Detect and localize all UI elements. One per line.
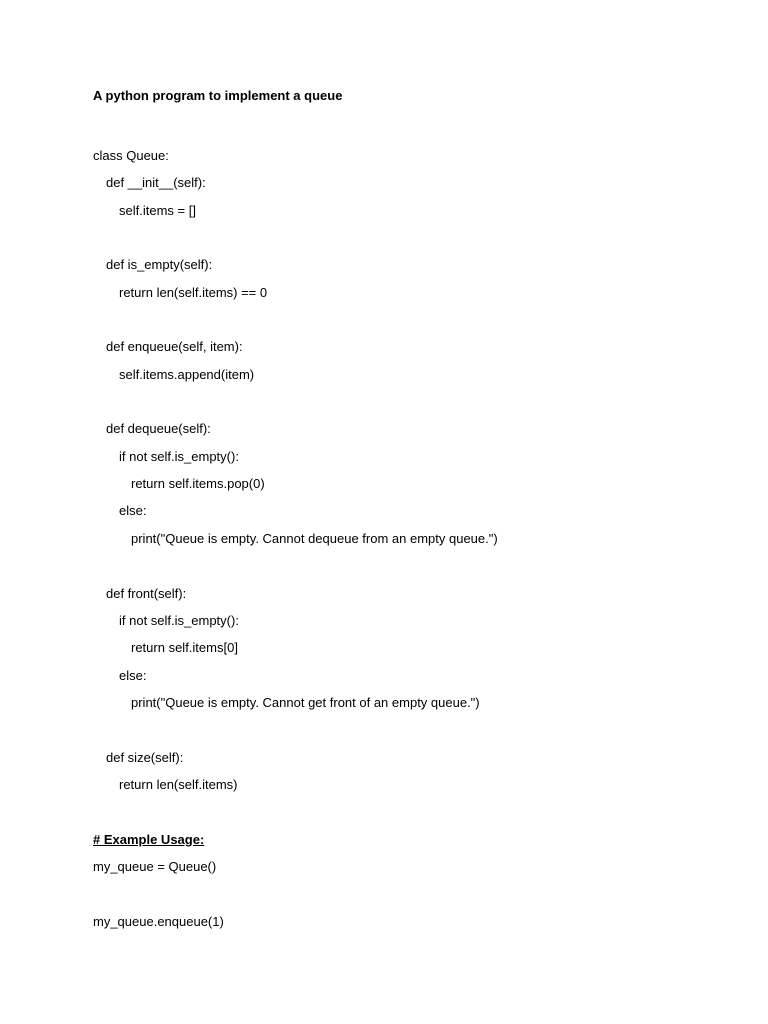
code-line: my_queue.enqueue(1) (93, 913, 224, 929)
code-line: self.items = [] (119, 202, 196, 218)
document-title: A python program to implement a queue (93, 88, 343, 103)
blank-line (93, 798, 498, 825)
code-line: print("Queue is empty. Cannot get front of an empty queue.") (131, 694, 480, 710)
blank-line (93, 716, 498, 743)
code-line: def front(self): (106, 585, 187, 601)
blank-line (93, 306, 498, 333)
code-line: print("Queue is empty. Cannot dequeue from an empty queue.") (131, 530, 498, 546)
code-line: def enqueue(self, item): (106, 339, 243, 355)
code-line: def __init__(self): (106, 175, 206, 191)
code-line: return len(self.items) (119, 776, 238, 792)
code-line: return len(self.items) == 0 (119, 284, 268, 300)
blank-line (93, 880, 498, 907)
code-line: return self.items.pop(0) (131, 476, 265, 492)
code-line: my_queue = Queue() (93, 858, 217, 874)
code-line: return self.items[0] (131, 640, 238, 656)
code-line: if not self.is_empty(): (119, 612, 239, 628)
code-line: def is_empty(self): (106, 257, 213, 273)
blank-line (93, 388, 498, 415)
section-heading: # Example Usage: (93, 831, 205, 847)
blank-line (93, 552, 498, 579)
code-block (93, 142, 498, 935)
code-line: self.items.append(item) (119, 366, 255, 382)
code-line: if not self.is_empty(): (119, 448, 239, 464)
code-line: else: (119, 503, 147, 519)
code-line: def dequeue(self): (106, 421, 211, 437)
code-line: class Queue: (93, 148, 169, 163)
code-line: def size(self): (106, 749, 184, 765)
blank-line (93, 224, 498, 251)
code-line: else: (119, 667, 147, 683)
